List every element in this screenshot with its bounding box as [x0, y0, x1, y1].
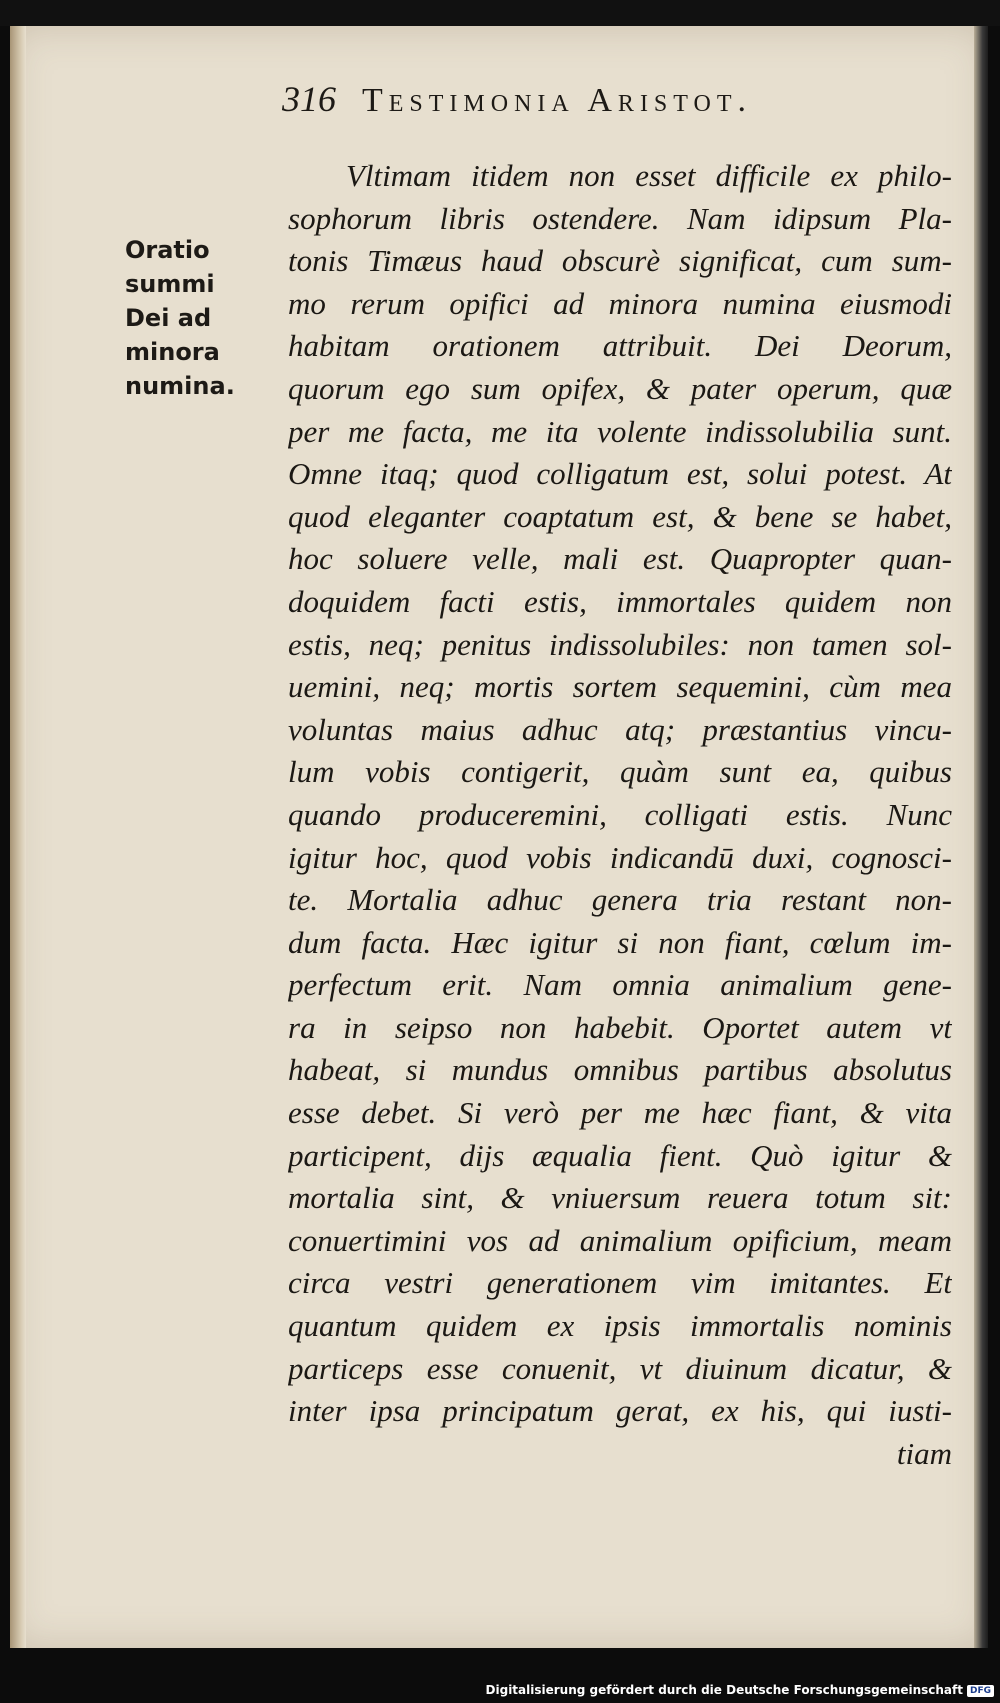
marginal-note-line: Oratio: [125, 236, 210, 264]
text-line: perfectum erit. Nam omnia animalium gene-: [288, 967, 952, 1003]
text-line: dum facta. Hæc igitur si non fiant, cœlum im-: [288, 924, 952, 960]
text-line: ra in seipso non habebit. Oportet autem vt: [288, 1009, 952, 1045]
marginal-note-line: minora: [125, 338, 220, 366]
text-line: Vltimam itidem non esset difficile ex philo-: [346, 158, 952, 193]
dfg-logo: DFG: [967, 1685, 994, 1697]
page-number: 316: [282, 79, 336, 119]
text-line: tonis Timæus haud obscurè significat, cum sum-: [288, 243, 952, 279]
text-line: igitur hoc, quod vobis indicandū duxi, cognosci-: [288, 839, 952, 875]
text-line: quando produceremini, colligati estis. Nunc: [288, 796, 952, 832]
marginal-note: [125, 233, 260, 403]
text-line: doquidem facti estis, immortales quidem non: [288, 583, 952, 619]
text-line: habeat, si mundus omnibus partibus absolutus: [288, 1052, 952, 1088]
text-line: inter ipsa principatum gerat, ex his, qui iusti-: [288, 1393, 952, 1429]
marginal-note-line: Dei ad: [125, 304, 212, 332]
text-line: estis, neq; penitus indissolubiles: non tamen sol-: [288, 626, 952, 662]
text-line: conuertimini vos ad animalium opificium, meam: [288, 1222, 952, 1258]
text-line: hoc soluere velle, mali est. Quapropter quan-: [288, 541, 952, 577]
text-line: per me facta, me ita volente indissolubilia sunt.: [288, 413, 952, 449]
text-line: quantum quidem ex ipsis immortalis nominis: [288, 1308, 952, 1344]
text-line: participent, dijs æqualia fient. Quò igitur &: [288, 1137, 952, 1173]
running-title: Testimonia Aristot.: [362, 82, 753, 119]
text-line: sophorum libris ostendere. Nam idipsum Pla-: [288, 200, 952, 236]
text-line: lum vobis contigerit, quàm sunt ea, quibus: [288, 754, 952, 790]
text-line: Omne itaq; quod colligatum est, solui potest. At: [288, 456, 952, 492]
digitization-credit: [486, 1683, 994, 1697]
credit-text: Digitalisierung gefördert durch die Deutsche Forschungsgemeinschaft: [485, 1683, 963, 1697]
text-line: mortalia sint, & vniuersum reuera totum sit:: [288, 1180, 952, 1216]
page-header: [282, 78, 942, 138]
page-gutter-edge: [10, 26, 26, 1648]
scan-top-border: [0, 0, 1000, 26]
text-line: circa vestri generationem vim imitantes. Et: [288, 1265, 952, 1301]
marginal-note-line: summi: [125, 270, 215, 298]
text-line: te. Mortalia adhuc genera tria restant non-: [288, 882, 952, 918]
text-line: quod eleganter coaptatum est, & bene se habet,: [288, 498, 952, 534]
text-line: uemini, neq; mortis sortem sequemini, cùm mea: [288, 669, 952, 705]
body-text: [288, 155, 952, 1475]
marginal-note-line: numina.: [125, 372, 235, 400]
catchword: tiam: [896, 1435, 952, 1471]
text-line: esse debet. Si verò per me hæc fiant, & vita: [288, 1095, 952, 1131]
text-line: mo rerum opifici ad minora numina eiusmodi: [288, 285, 952, 321]
text-line: quorum ego sum opifex, & pater operum, quæ: [288, 370, 952, 406]
text-line: particeps esse conuenit, vt diuinum dicatur, &: [288, 1350, 952, 1386]
text-line: habitam orationem attribuit. Dei Deorum,: [288, 328, 952, 364]
scan-footer-bar: [0, 1648, 1000, 1703]
text-line: voluntas maius adhuc atq; præstantius vincu-: [288, 711, 952, 747]
page-outer-edge: [974, 26, 988, 1648]
